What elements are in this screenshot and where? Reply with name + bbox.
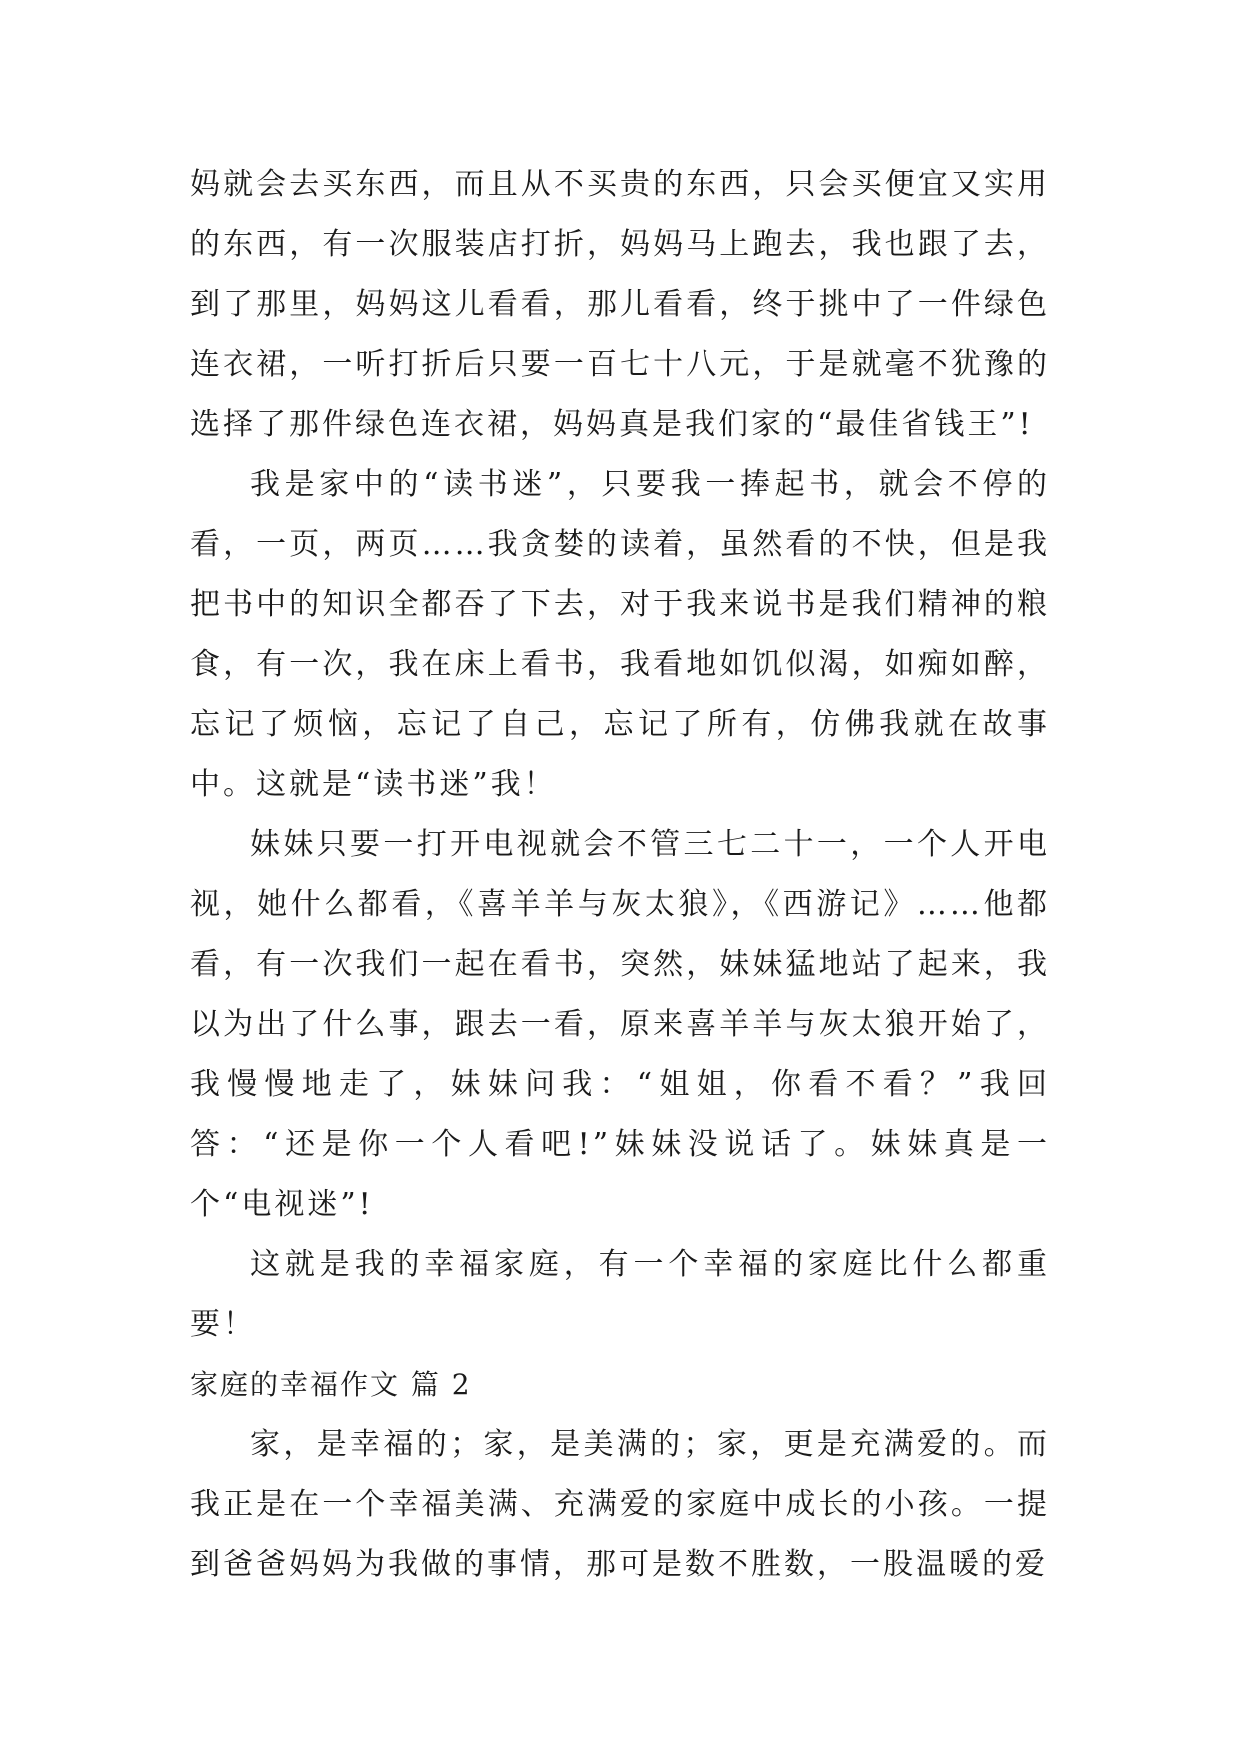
document-body — [190, 155, 1050, 1595]
paragraph-1: 妈就会去买东西，而且从不买贵的东西，只会买便宜又实用的东西，有一次服装店打折，妈妈马上跑去，我也跟了去，到了那里，妈妈这儿看看，那儿看看，终于挑中了一件绿色连衣裙，一听打折后只要一百七十八元，于是就毫不犹豫的选择了那件绿色连衣裙，妈妈真是我们家的“最佳省钱王”! — [190, 167, 1050, 442]
section-title: 家庭的幸福作文 篇 2 — [190, 1368, 472, 1401]
paragraph-3: 妹妹只要一打开电视就会不管三七二十一，一个人开电视，她什么都看，《喜羊羊与灰太狼》，《西游记》……他都看，有一次我们一起在看书，突然，妹妹猛地站了起来，我以为出了什么事，跟去一看，原来喜羊羊与灰太狼开始了，我慢慢地走了，妹妹问我：“姐姐，你看不看？”我回答：“还是你一个人看吧!”妹妹没说话了。妹妹真是一个“电视迷”! — [190, 827, 1050, 1222]
paragraph-4: 这就是我的幸福家庭，有一个幸福的家庭比什么都重要！ — [190, 1247, 1050, 1342]
paragraph-2: 我是家中的“读书迷”，只要我一捧起书，就会不停的看，一页，两页……我贪婪的读着，虽然看的不快，但是我把书中的知识全都吞了下去，对于我来说书是我们精神的粮食，有一次，我在床上看书，我看地如饥似渴，如痴如醉，忘记了烦恼，忘记了自己，忘记了所有，仿佛我就在故事中。这就是“读书迷”我！ — [190, 467, 1050, 802]
paragraph-5: 家，是幸福的；家，是美满的；家，更是充满爱的。而我正是在一个幸福美满、充满爱的家庭中成长的小孩。一提到爸爸妈妈为我做的事情，那可是数不胜数，一股温暖的爱 — [190, 1427, 1050, 1582]
